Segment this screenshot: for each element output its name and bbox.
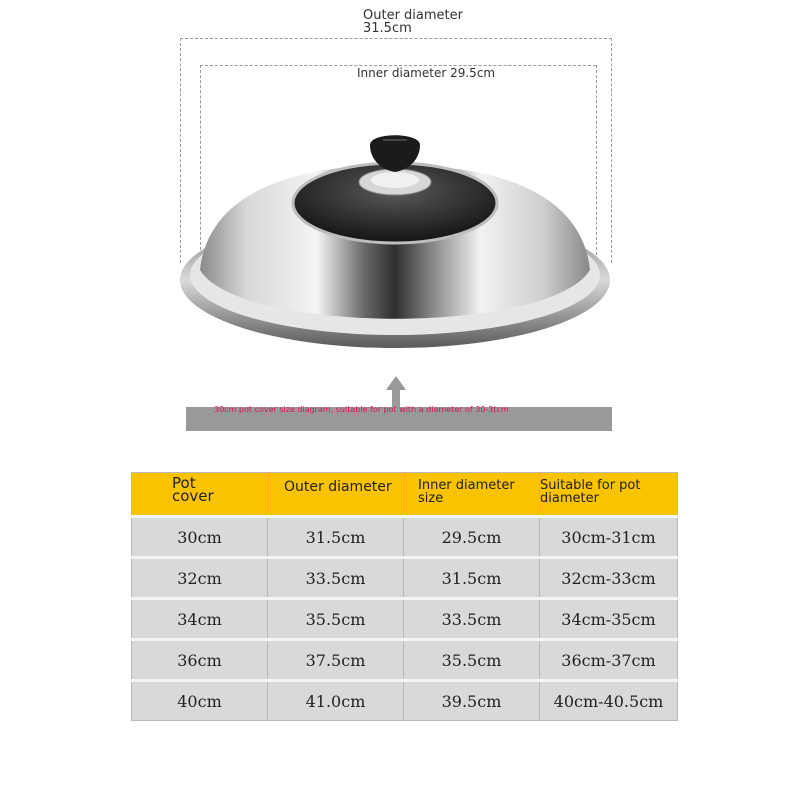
cell-outer-diameter: 35.5cm [268,599,404,640]
cell-outer-diameter: 33.5cm [268,558,404,599]
table-row [132,640,678,681]
pot-lid-image [170,120,620,370]
size-table [131,472,678,721]
table-row [132,599,678,640]
table-header-row [132,473,678,517]
outer-diameter-label [363,9,463,35]
table-row [132,558,678,599]
table-row [132,517,678,558]
cell-suitable-diameter: 40cm-40.5cm [540,681,678,721]
inner-diameter-label: Inner diameter 29.5cm [357,66,496,80]
cell-suitable-diameter: 36cm-37cm [540,640,678,681]
table-row [132,681,678,721]
cell-inner-diameter: 39.5cm [404,681,540,721]
outer-diameter-label-line2: 31.5cm [363,21,412,36]
cell-outer-diameter: 37.5cm [268,640,404,681]
cell-outer-diameter: 41.0cm [268,681,404,721]
header-suitable-pot-diameter: Suitable for pot diameter [540,473,678,517]
header-inner-diameter: Inner diameter size [404,473,540,517]
cell-inner-diameter: 35.5cm [404,640,540,681]
inner-diameter-line [200,65,596,66]
size-caption: 30cm pot cover size diagram, suitable for pot with a diameter of 30-3tcm [214,405,509,414]
cell-inner-diameter: 31.5cm [404,558,540,599]
cell-pot-cover: 40cm [132,681,268,721]
cell-pot-cover: 30cm [132,517,268,558]
outer-diameter-line [180,38,612,39]
header-pot-cover: Pot cover [132,473,268,517]
cell-suitable-diameter: 30cm-31cm [540,517,678,558]
cell-pot-cover: 36cm [132,640,268,681]
cell-inner-diameter: 29.5cm [404,517,540,558]
cell-suitable-diameter: 34cm-35cm [540,599,678,640]
cell-pot-cover: 34cm [132,599,268,640]
header-outer-diameter: Outer diameter [268,473,404,517]
outer-diameter-label-line1: Outer diameter [363,8,463,23]
cell-pot-cover: 32cm [132,558,268,599]
cell-outer-diameter: 31.5cm [268,517,404,558]
up-arrow-icon [386,376,406,390]
cell-inner-diameter: 33.5cm [404,599,540,640]
cell-suitable-diameter: 32cm-33cm [540,558,678,599]
